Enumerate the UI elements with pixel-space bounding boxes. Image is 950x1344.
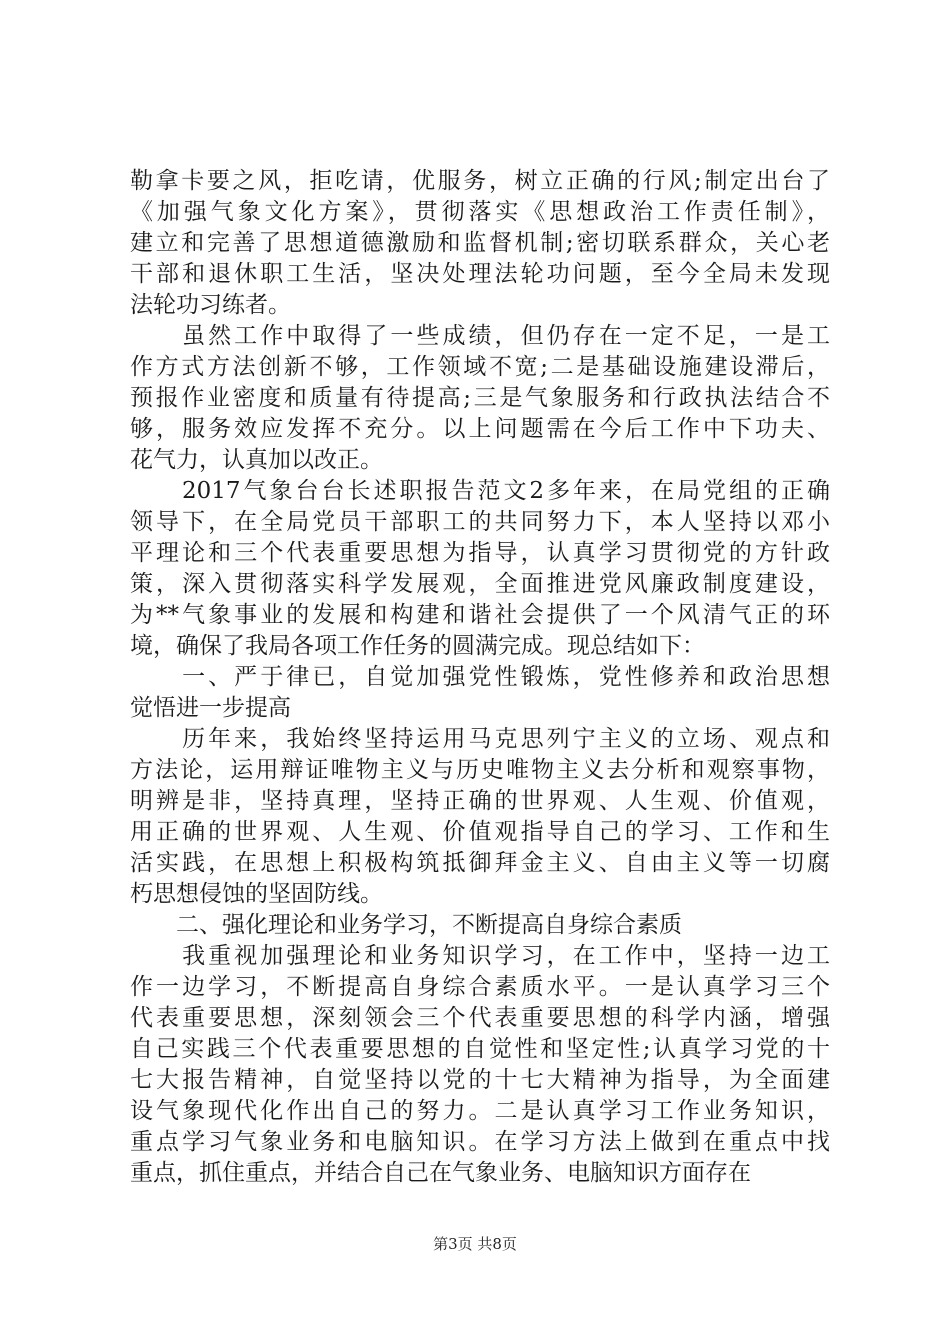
text-line: 自己实践三个代表重要思想的自觉性和坚定性;认真学习党的十 <box>130 1036 830 1062</box>
text-line: 作一边学习，不断提高自身综合素质水平。一是认真学习三个 <box>130 974 830 1000</box>
text-line: 为**气象事业的发展和构建和谐社会提供了一个风清气正的环 <box>130 602 830 628</box>
text-line: 平理论和三个代表重要思想为指导，认真学习贯彻党的方针政 <box>130 540 830 566</box>
text-line: 虽然工作中取得了一些成绩，但仍存在一定不足，一是工 <box>130 323 830 349</box>
text-line: 2017气象台台长述职报告范文2多年来，在局党组的正确 <box>130 478 830 504</box>
text-line: 一、严于律已，自觉加强党性锻炼，党性修养和政治思想 <box>130 664 830 690</box>
text-line: 重点学习气象业务和电脑知识。在学习方法上做到在重点中找 <box>130 1129 830 1155</box>
text-line: 干部和退休职工生活，坚决处理法轮功问题，至今全局未发现 <box>130 261 830 287</box>
text-line: 用正确的世界观、人生观、价值观指导自己的学习、工作和生 <box>130 819 830 845</box>
text-line: 重点，抓住重点，并结合自己在气象业务、电脑知识方面存在 <box>130 1160 751 1186</box>
text-line: 作方式方法创新不够，工作领域不宽;二是基础设施建设滞后， <box>130 354 830 380</box>
text-line: 朽思想侵蚀的坚固防线。 <box>130 881 383 907</box>
text-line: 方法论，运用辩证唯物主义与历史唯物主义去分析和观察事物， <box>130 757 830 783</box>
text-line: 代表重要思想，深刻领会三个代表重要思想的科学内涵，增强 <box>130 1005 830 1031</box>
document-body <box>130 166 830 1189</box>
text-line: 我重视加强理论和业务知识学习，在工作中，坚持一边工 <box>130 943 830 969</box>
text-line: 明辨是非，坚持真理，坚持正确的世界观、人生观、价值观， <box>130 788 830 814</box>
text-line: 历年来，我始终坚持运用马克思列宁主义的立场、观点和 <box>130 726 830 752</box>
text-line: 《加强气象文化方案》，贯彻落实《思想政治工作责任制》， <box>130 199 830 225</box>
page-footer: 第3页 共8页 <box>433 1235 517 1253</box>
text-line: 二、强化理论和业务学习，不断提高自身综合素质 <box>130 912 682 938</box>
text-line: 法轮功习练者。 <box>130 292 291 318</box>
text-line: 建立和完善了思想道德激励和监督机制;密切联系群众，关心老 <box>130 230 830 256</box>
text-line: 花气力，认真加以改正。 <box>130 447 383 473</box>
text-line: 觉悟进一步提高 <box>130 695 291 721</box>
text-line: 活实践，在思想上积极构筑抵御拜金主义、自由主义等一切腐 <box>130 850 830 876</box>
text-line: 勒拿卡要之风，拒吃请，优服务，树立正确的行风;制定出台了 <box>130 168 830 194</box>
text-line: 境，确保了我局各项工作任务的圆满完成。现总结如下： <box>130 633 705 659</box>
text-line: 设气象现代化作出自己的努力。二是认真学习工作业务知识， <box>130 1098 830 1124</box>
text-line: 领导下，在全局党员干部职工的共同努力下，本人坚持以邓小 <box>130 509 830 535</box>
text-line: 预报作业密度和质量有待提高;三是气象服务和行政执法结合不 <box>130 385 830 411</box>
text-line: 策，深入贯彻落实科学发展观，全面推进党风廉政制度建设， <box>130 571 830 597</box>
text-line: 够，服务效应发挥不充分。以上问题需在今后工作中下功夫、 <box>130 416 830 442</box>
text-line: 七大报告精神，自觉坚持以党的十七大精神为指导，为全面建 <box>130 1067 830 1093</box>
